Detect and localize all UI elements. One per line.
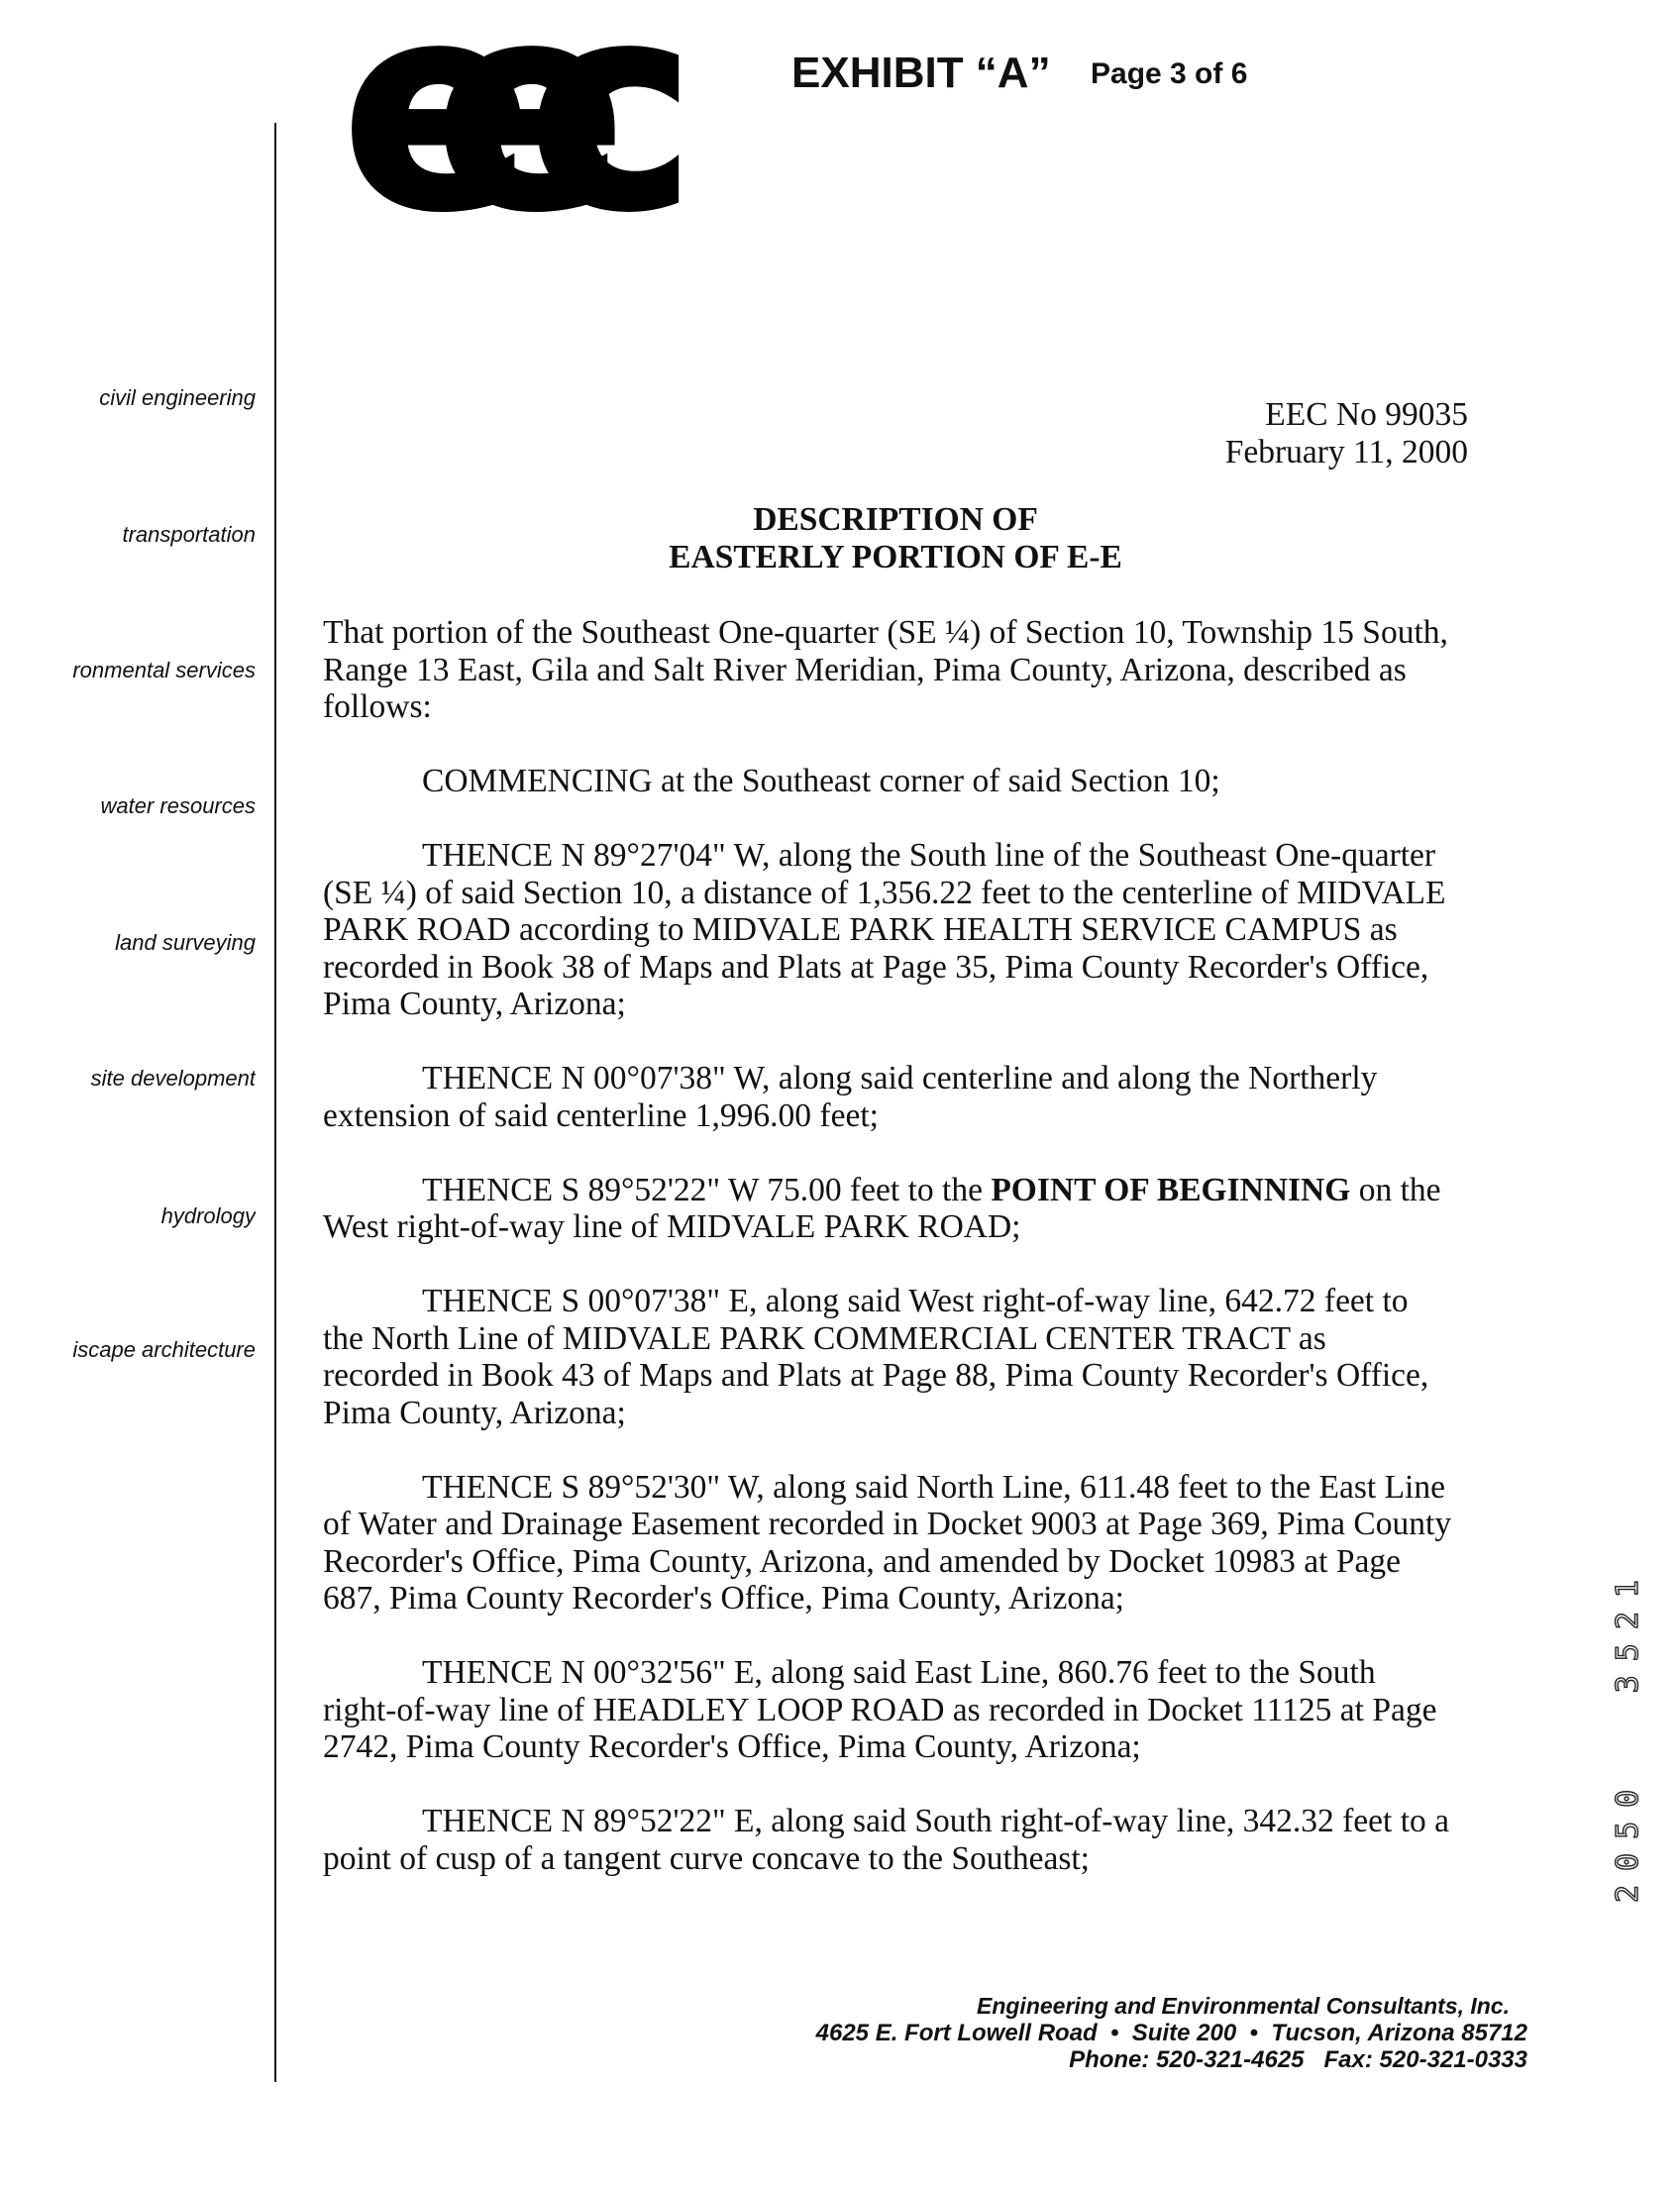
- paragraph: [323, 1172, 1492, 1246]
- body-line: Pima County, Arizona;: [323, 1394, 626, 1431]
- body-line: West right-of-way line of MIDVALE PARK ROAD;: [323, 1208, 1021, 1245]
- paragraph: [323, 1283, 1492, 1431]
- sidebar-item-water-resources: water resources: [100, 793, 256, 818]
- sidebar-item-site-development: site development: [90, 1066, 256, 1091]
- body-line: That portion of the Southeast One-quarter (SE ¼) of Section 10, Township 15 South,: [323, 614, 1448, 651]
- body-line: Recorder's Office, Pima County, Arizona, and amended by Docket 10983 at Page: [323, 1542, 1401, 1580]
- body-line: COMMENCING at the Southeast corner of said Section 10;: [422, 763, 1220, 799]
- body-text: on the: [1350, 1171, 1441, 1208]
- footer-phone-fax: Phone: 520-321-4625 Fax: 520-321-0333: [1069, 2046, 1527, 2073]
- reference-block: [1225, 396, 1468, 470]
- body-line: THENCE N 00°07'38" W, along said centerline and along the Northerly: [422, 1060, 1378, 1096]
- sidebar-item-hydrology: hydrology: [160, 1203, 256, 1228]
- sidebar-item-environmental-services: ronmental services: [72, 658, 256, 682]
- document-title: [323, 501, 1468, 575]
- body-line: Pima County, Arizona;: [323, 986, 626, 1022]
- legal-description: [323, 614, 1492, 1915]
- body-line: 2742, Pima County Recorder's Office, Pima County, Arizona;: [323, 1728, 1141, 1765]
- body-line: THENCE N 89°27'04" W, along the South line of the Southeast One-quarter: [422, 837, 1436, 874]
- stamp-number: 2050: [1611, 1775, 1645, 1903]
- footer-address: 4625 E. Fort Lowell Road • Suite 200 • Tucson, Arizona 85712: [815, 2020, 1527, 2046]
- paragraph: [323, 1654, 1492, 1766]
- body-line: PARK ROAD according to MIDVALE PARK HEALTH SERVICE CAMPUS as: [323, 911, 1398, 948]
- paragraph: [323, 1469, 1492, 1618]
- point-of-beginning: POINT OF BEGINNING: [991, 1171, 1351, 1208]
- body-line: [323, 1172, 1492, 1209]
- body-line: (SE ¼) of said Section 10, a distance of 1,356.22 feet to the centerline of MIDVALE: [323, 874, 1446, 911]
- recording-stamp: [1613, 1566, 1644, 1903]
- paragraph: [323, 837, 1492, 1023]
- paragraph: [323, 614, 1492, 726]
- body-line: THENCE N 00°32'56" E, along said East Line, 860.76 feet to the South: [422, 1654, 1376, 1691]
- body-text: THENCE S 89°52'22" W 75.00 feet to the: [422, 1171, 992, 1208]
- body-line: THENCE S 00°07'38" E, along said West right-of-way line, 642.72 feet to: [422, 1283, 1409, 1319]
- title-line: DESCRIPTION OF: [753, 501, 1038, 538]
- reference-date: February 11, 2000: [1224, 433, 1468, 470]
- body-line: follows:: [323, 688, 432, 725]
- paragraph: [323, 1803, 1492, 1877]
- body-line: right-of-way line of HEADLEY LOOP ROAD as recorded in Docket 11125 at Page: [323, 1691, 1437, 1728]
- body-line: THENCE N 89°52'22" E, along said South right-of-way line, 342.32 feet to a: [422, 1803, 1449, 1839]
- body-line: recorded in Book 38 of Maps and Plats at Page 35, Pima County Recorder's Office,: [323, 948, 1429, 986]
- eec-logo: [337, 0, 703, 271]
- footer-company: Engineering and Environmental Consultants, Inc.: [976, 1993, 1510, 2019]
- page-number: Page 3 of 6: [1091, 57, 1248, 90]
- body-line: extension of said centerline 1,996.00 feet;: [323, 1096, 879, 1134]
- reference-number: EEC No 99035: [1265, 396, 1468, 433]
- sidebar-item-land-surveying: land surveying: [115, 930, 256, 955]
- body-line: recorded in Book 43 of Maps and Plats at Page 88, Pima County Recorder's Office,: [323, 1357, 1429, 1394]
- body-line: point of cusp of a tangent curve concave to the Southeast;: [323, 1839, 1090, 1877]
- logo-text: eec: [343, 0, 694, 271]
- sidebar-item-landscape-architecture: iscape architecture: [72, 1337, 256, 1362]
- paragraph: [323, 1060, 1492, 1134]
- body-line: THENCE S 89°52'30" W, along said North Line, 611.48 feet to the East Line: [422, 1468, 1445, 1506]
- exhibit-title: EXHIBIT “A”: [791, 49, 1051, 97]
- body-line: the North Line of MIDVALE PARK COMMERCIAL CENTER TRACT as: [323, 1319, 1326, 1357]
- body-line: of Water and Drainage Easement recorded in Docket 9003 at Page 369, Pima County: [323, 1506, 1452, 1542]
- paragraph: [323, 763, 1492, 800]
- sidebar-item-transportation: transportation: [122, 522, 256, 547]
- body-line: 687, Pima County Recorder's Office, Pima County, Arizona;: [323, 1580, 1124, 1617]
- title-line: EASTERLY PORTION OF E-E: [669, 538, 1122, 575]
- sidebar-item-civil-engineering: civil engineering: [99, 385, 256, 410]
- stamp-number: 3521: [1611, 1566, 1645, 1694]
- body-line: Range 13 East, Gila and Salt River Meridian, Pima County, Arizona, described as: [323, 651, 1407, 688]
- sidebar-divider: [274, 123, 276, 2082]
